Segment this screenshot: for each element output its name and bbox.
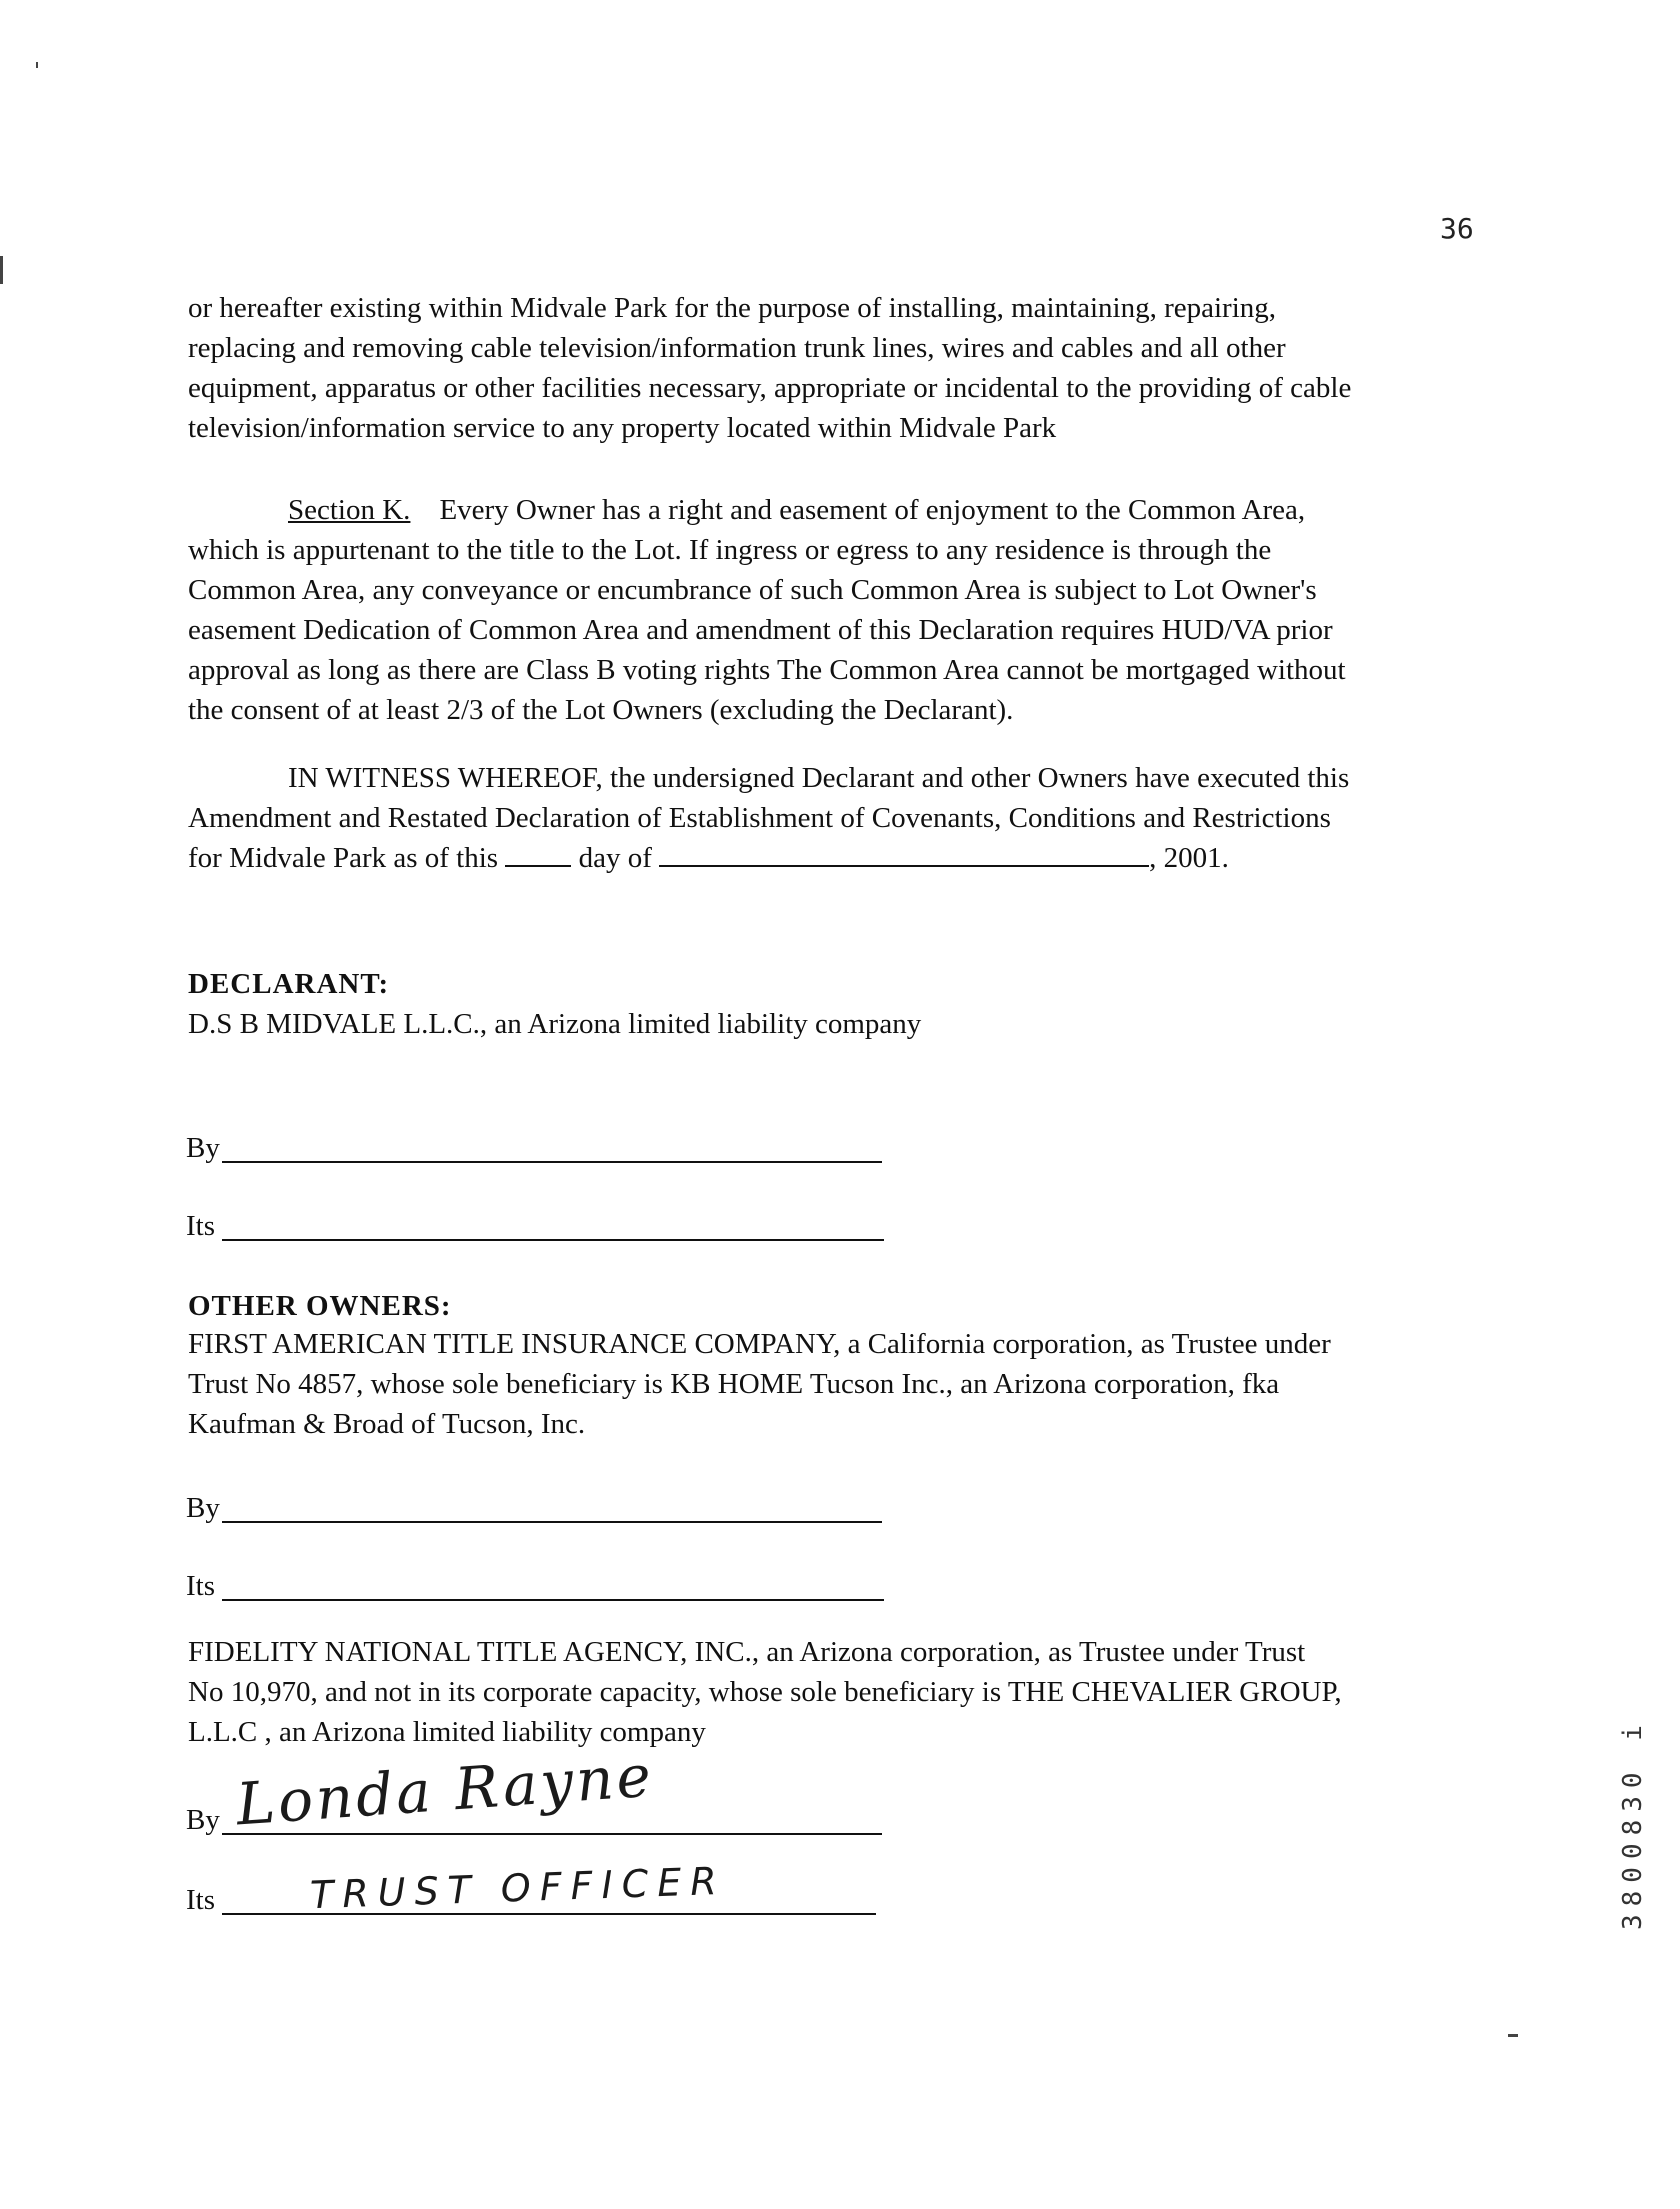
section-k-first-text: Every Owner has a right and easement of enjoyment to the Common Area, (439, 494, 1306, 526)
witness-line: Amendment and Restated Declaration of Establishment of Covenants, Conditions and Restrictions (188, 802, 1331, 834)
declarant-heading: DECLARANT: (188, 968, 390, 1000)
witness-year: , 2001. (1149, 842, 1229, 874)
witness-line-1-text: IN WITNESS WHEREOF, the undersigned Declarant and other Owners have executed this (288, 762, 1350, 794)
fidelity-line: FIDELITY NATIONAL TITLE AGENCY, INC., an Arizona corporation, as Trustee under Trust (188, 1636, 1306, 1668)
handwritten-title: TRUST OFFICER (309, 1858, 727, 1918)
fidelity-by-row (186, 1800, 220, 1840)
scan-speck (36, 62, 38, 68)
declarant-name: D.S B MIDVALE L.L.C., an Arizona limited liability company (188, 1008, 922, 1040)
witness-line (188, 758, 1478, 798)
section-k-first-line (188, 490, 1478, 530)
fidelity-line: L.L.C , an Arizona limited liability company (188, 1716, 706, 1748)
witness-day-of: day of (578, 842, 652, 874)
first-american-line: Kaufman & Broad of Tucson, Inc. (188, 1408, 586, 1440)
paragraph-line: easement Dedication of Common Area and amendment of this Declaration requires HUD/VA prior (188, 614, 1333, 646)
fidelity-its-row (186, 1880, 215, 1920)
paragraph-line: or hereafter existing within Midvale Park for the purpose of installing, maintaining, repairing, (188, 292, 1277, 324)
signature-line[interactable] (222, 1161, 882, 1163)
its-label: Its (186, 1884, 215, 1916)
paragraph-line: the consent of at least 2/3 of the Lot Owners (excluding the Declarant). (188, 694, 1014, 726)
title-line[interactable] (222, 1599, 884, 1601)
signature-line[interactable] (222, 1521, 882, 1523)
paragraph-line: which is appurtenant to the title to the Lot. If ingress or egress to any residence is through the (188, 534, 1272, 566)
witness-date-line (188, 838, 1478, 878)
first-american-line: Trust No 4857, whose sole beneficiary is KB HOME Tucson Inc., an Arizona corporation, fka (188, 1368, 1280, 1400)
handwritten-signature: Londa Rayne (234, 1741, 656, 1839)
paragraph-witness (188, 758, 1478, 878)
paragraph-line: approval as long as there are Class B voting rights The Common Area cannot be mortgaged without (188, 654, 1346, 686)
paragraph-line: Common Area, any conveyance or encumbrance of such Common Area is subject to Lot Owner's (188, 574, 1317, 606)
margin-recording-stamp (1612, 1600, 1652, 1940)
declarant-by-row (186, 1128, 220, 1168)
by-label: By (186, 1132, 220, 1164)
its-label: Its (186, 1570, 215, 1602)
fidelity-line: No 10,970, and not in its corporate capacity, whose sole beneficiary is THE CHEVALIER GROUP, (188, 1676, 1342, 1708)
signature-line[interactable] (222, 1833, 882, 1835)
by-label: By (186, 1804, 220, 1836)
scan-speck (0, 256, 3, 284)
day-blank[interactable] (505, 839, 571, 867)
margin-stamp-text: 3800830 i (1618, 1717, 1648, 1930)
first-american-line: FIRST AMERICAN TITLE INSURANCE COMPANY, a California corporation, as Trustee under (188, 1328, 1331, 1360)
paragraph-line: replacing and removing cable television/information trunk lines, wires and cables and all other (188, 332, 1286, 364)
other-owners-heading: OTHER OWNERS: (188, 1290, 452, 1322)
paragraph-line: equipment, apparatus or other facilities necessary, appropriate or incidental to the providing of cable (188, 372, 1352, 404)
paragraph-line: television/information service to any property located within Midvale Park (188, 412, 1057, 444)
first-american-its-row (186, 1566, 215, 1606)
scan-speck (1508, 2034, 1518, 2037)
declarant-its-row (186, 1206, 215, 1246)
its-label: Its (186, 1210, 215, 1242)
paragraph-cable-easement (188, 288, 1478, 448)
section-k-label: Section K. (288, 494, 411, 526)
first-american-by-row (186, 1488, 220, 1528)
month-blank[interactable] (659, 839, 1149, 867)
title-line[interactable] (222, 1239, 884, 1241)
witness-prefix: for Midvale Park as of this (188, 842, 499, 874)
by-label: By (186, 1492, 220, 1524)
page-number: 36 (1440, 212, 1474, 245)
paragraph-section-k (188, 490, 1478, 730)
